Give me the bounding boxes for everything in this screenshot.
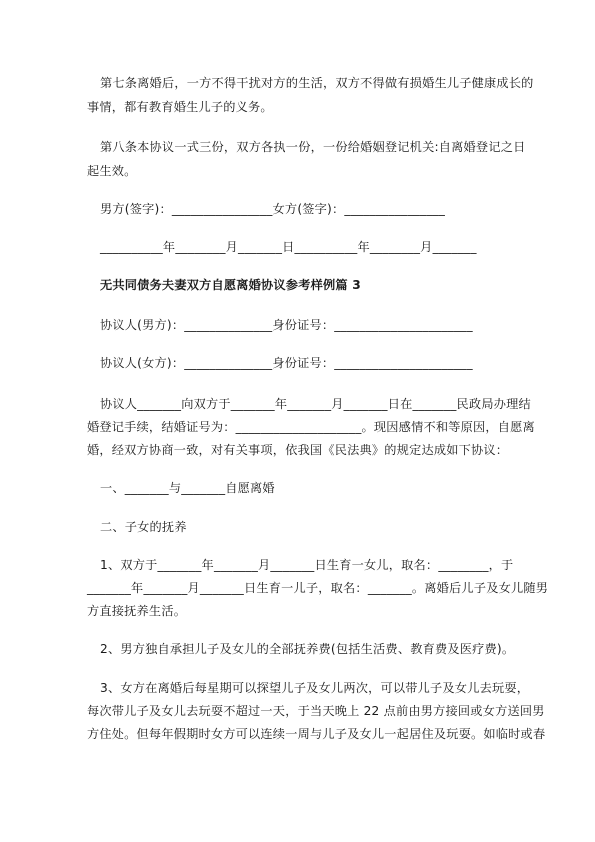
clause-1-line-3: 方直接抚养生活。	[87, 604, 187, 618]
party-male-line: 协议人(男方)：______________身份证号：______________________	[100, 318, 473, 332]
date-line: __________年________月_______日__________年________月_______	[100, 240, 477, 254]
signature-line: 男方(签字)：________________女方(签字)：________________	[100, 202, 446, 216]
article-8-line-2: 起生效。	[87, 164, 137, 178]
intro-line-1: 协议人_______向双方于_______年_______月_______日在_______民政局办理结	[100, 397, 531, 411]
article-8-line-1: 第八条本协议一式三份，双方各执一份，一份给婚姻登记机关:自离婚登记之日	[100, 140, 526, 154]
intro-line-2: 婚登记手续，结婚证号为：____________________。现因感情不和等原因，自愿离	[87, 420, 535, 434]
clause-3-line-2: 每次带儿子及女儿去玩耍不超过一天，于当天晚上 22 点前由男方接回或女方送回男	[87, 704, 545, 718]
article-7-line-2: 事情，都有教育婚生儿子的义务。	[87, 100, 273, 114]
article-7-line-1: 第七条离婚后，一方不得干扰对方的生活，双方不得做有损婚生儿子健康成长的	[100, 76, 534, 90]
clause-1-line-2: _______年_______月_______日生育一儿子，取名：_______。离婚后儿子及女儿随男	[87, 581, 549, 595]
section-title: 无共同债务夫妻双方自愿离婚协议参考样例篇 3	[100, 278, 361, 292]
clause-3-line-3: 方住处。但每年假期时女方可以连续一周与儿子及女儿一起居住及玩耍。如临时或春	[87, 727, 546, 741]
item-1: 一、_______与_______自愿离婚	[100, 481, 275, 495]
intro-line-3: 婚，经双方协商一致，对有关事项，依我国《民法典》的规定达成如下协议：	[87, 443, 509, 457]
clause-2: 2、男方独自承担儿子及女儿的全部抚养费(包括生活费、教育费及医疗费)。	[100, 642, 515, 656]
clause-3-line-1: 3、女方在离婚后每星期可以探望儿子及女儿两次，可以带儿子及女儿去玩耍，	[100, 681, 530, 695]
party-female-line: 协议人(女方)：______________身份证号：______________________	[100, 356, 473, 370]
clause-1-line-1: 1、双方于_______年_______月_______日生育一女儿，取名：________，于	[100, 558, 514, 572]
item-2-heading: 二、子女的抚养	[100, 520, 187, 534]
